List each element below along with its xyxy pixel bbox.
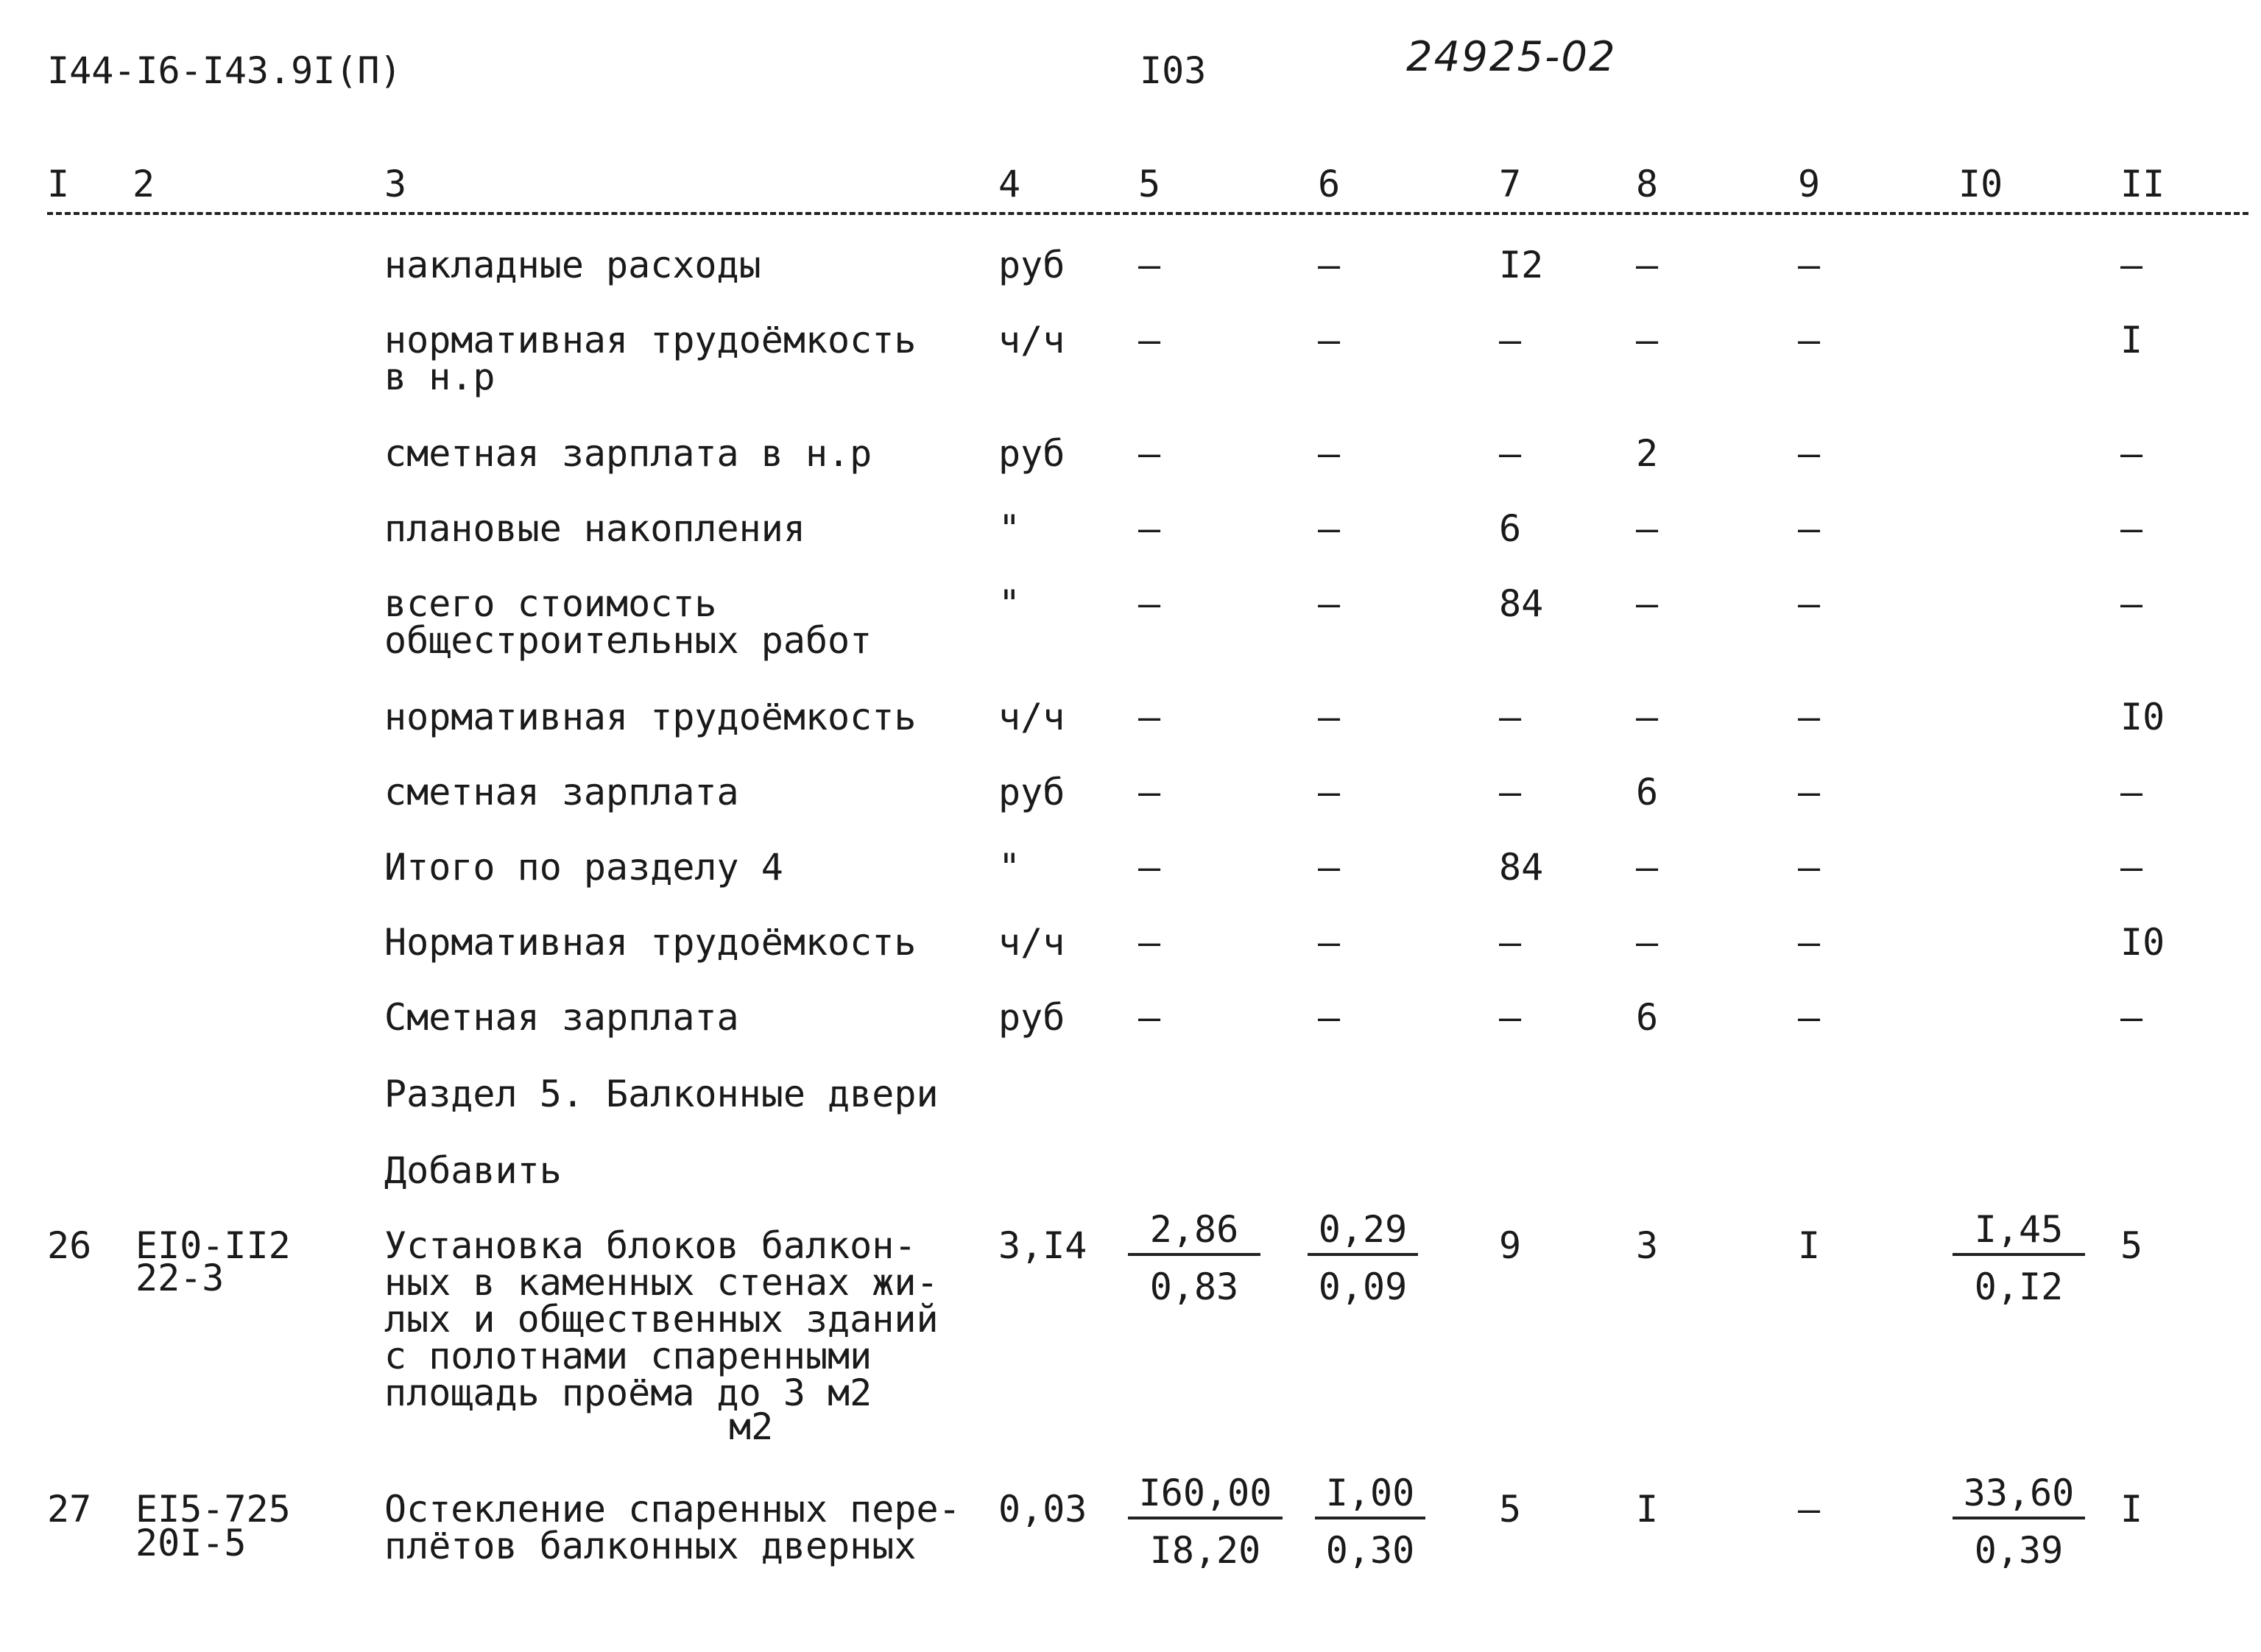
item-description: Установка блоков балкон- [384, 1224, 917, 1267]
row-col5: – [1138, 921, 1161, 964]
fraction-denominator: 0,30 [1325, 1529, 1415, 1572]
row-col5: – [1138, 696, 1161, 738]
row-col8: 6 [1636, 996, 1659, 1039]
item-col9: I [1798, 1224, 1821, 1267]
row-col11: – [2120, 507, 2143, 550]
fraction-numerator: I60,00 [1128, 1474, 1283, 1519]
row-unit: руб [998, 244, 1065, 286]
row-col6: – [1318, 771, 1341, 813]
row-col7: – [1499, 996, 1522, 1039]
page-number: I03 [1140, 49, 1207, 92]
row-col9: – [1798, 319, 1821, 361]
row-col6: – [1318, 582, 1341, 625]
row-col11: – [2120, 582, 2143, 625]
row-col11: I [2120, 319, 2143, 361]
item-col7: 5 [1499, 1488, 1522, 1531]
row-col9: – [1798, 696, 1821, 738]
row-col7: 6 [1499, 507, 1522, 550]
row-col9: – [1798, 432, 1821, 475]
row-description: сметная зарплата в н.р [384, 432, 872, 475]
row-col11: – [2120, 432, 2143, 475]
fraction-numerator: I,45 [1953, 1210, 2085, 1256]
row-col6: – [1318, 846, 1341, 889]
fraction-numerator: 2,86 [1128, 1210, 1260, 1256]
row-col5: – [1138, 846, 1161, 889]
item-description-line4: с полотнами спаренными [384, 1335, 872, 1377]
row-col6: – [1318, 996, 1341, 1039]
row-col5: – [1138, 244, 1161, 286]
row-col8: 6 [1636, 771, 1659, 813]
item-col10-fraction [1953, 1474, 2085, 1570]
row-col5: – [1138, 771, 1161, 813]
row-unit: " [998, 507, 1021, 550]
row-col11: – [2120, 996, 2143, 1039]
row-col8: – [1636, 244, 1659, 286]
row-col7: 84 [1499, 846, 1544, 889]
row-col11: I0 [2120, 696, 2165, 738]
item-number: 26 [47, 1224, 92, 1267]
row-unit: ч/ч [998, 319, 1065, 361]
item-description-line2: ных в каменных стенах жи- [384, 1261, 939, 1304]
row-col5: – [1138, 507, 1161, 550]
document-code: I44-I6-I43.9I(П) [47, 49, 402, 92]
row-unit: руб [998, 771, 1065, 813]
row-col9: – [1798, 921, 1821, 964]
row-col6: – [1318, 696, 1341, 738]
row-unit: " [998, 846, 1021, 889]
row-unit: ч/ч [998, 921, 1065, 964]
item-unit-label: м2 [729, 1405, 774, 1448]
row-description: Итого по разделу 4 [384, 846, 783, 889]
section-add-label: Добавить [384, 1149, 562, 1192]
col-header-6: 6 [1318, 163, 1341, 205]
item-number: 27 [47, 1488, 92, 1531]
row-col11: – [2120, 846, 2143, 889]
item-description-line5: площадь проёма до 3 м2 [384, 1372, 872, 1414]
fraction-denominator: 0,39 [1974, 1529, 2064, 1572]
row-col8: – [1636, 846, 1659, 889]
item-quantity: 0,03 [998, 1488, 1087, 1531]
row-col8: – [1636, 319, 1659, 361]
row-col9: – [1798, 996, 1821, 1039]
row-unit: " [998, 582, 1021, 625]
item-description-line3: лых и общественных зданий [384, 1298, 939, 1341]
header-divider [47, 212, 2248, 215]
fraction-denominator: 0,I2 [1974, 1266, 2064, 1308]
row-description: Нормативная трудоёмкость [384, 921, 917, 964]
row-description: всего стоимость [384, 582, 717, 625]
fraction-numerator: I,00 [1315, 1474, 1425, 1519]
row-col6: – [1318, 319, 1341, 361]
row-col6: – [1318, 507, 1341, 550]
row-col7: 84 [1499, 582, 1544, 625]
row-col7: I2 [1499, 244, 1544, 286]
handwritten-number: 24925-02 [1406, 33, 1617, 81]
row-col6: – [1318, 432, 1341, 475]
row-col11: – [2120, 771, 2143, 813]
fraction-denominator: I8,20 [1149, 1529, 1261, 1572]
section-title: Раздел 5. Балконные двери [384, 1073, 939, 1115]
row-col5: – [1138, 996, 1161, 1039]
row-col6: – [1318, 921, 1341, 964]
row-col6: – [1318, 244, 1341, 286]
item-col11: I [2120, 1488, 2143, 1531]
row-col7: – [1499, 432, 1522, 475]
row-col8: – [1636, 507, 1659, 550]
row-unit: руб [998, 996, 1065, 1039]
row-col9: – [1798, 582, 1821, 625]
row-description: нормативная трудоёмкость [384, 319, 917, 361]
row-description: накладные расходы [384, 244, 761, 286]
col-header-4: 4 [998, 163, 1021, 205]
row-col9: – [1798, 244, 1821, 286]
item-col9: – [1798, 1488, 1821, 1531]
row-col7: – [1499, 921, 1522, 964]
item-code: EI5-725 [135, 1488, 291, 1531]
item-col6-fraction [1315, 1474, 1425, 1570]
row-col8: – [1636, 582, 1659, 625]
row-col9: – [1798, 771, 1821, 813]
item-col8: 3 [1636, 1224, 1659, 1267]
col-header-2: 2 [133, 163, 155, 205]
row-col11: I0 [2120, 921, 2165, 964]
fraction-numerator: 0,29 [1308, 1210, 1418, 1256]
row-col9: – [1798, 507, 1821, 550]
item-col11: 5 [2120, 1224, 2143, 1267]
item-code-line2: 20I-5 [135, 1522, 247, 1564]
row-unit: ч/ч [998, 696, 1065, 738]
row-description-line2: в н.р [384, 356, 495, 398]
row-col8: – [1636, 921, 1659, 964]
col-header-1: I [47, 163, 70, 205]
col-header-5: 5 [1138, 163, 1161, 205]
row-unit: руб [998, 432, 1065, 475]
row-description: Сметная зарплата [384, 996, 739, 1039]
item-quantity: 3,I4 [998, 1224, 1087, 1267]
row-col7: – [1499, 696, 1522, 738]
item-col5-fraction [1128, 1210, 1260, 1306]
fraction-numerator: 33,60 [1953, 1474, 2085, 1519]
row-description: плановые накопления [384, 507, 805, 550]
fraction-denominator: 0,09 [1318, 1266, 1408, 1308]
item-code: EI0-II2 [135, 1224, 291, 1267]
col-header-7: 7 [1499, 163, 1522, 205]
row-col9: – [1798, 846, 1821, 889]
col-header-9: 9 [1798, 163, 1821, 205]
row-description: нормативная трудоёмкость [384, 696, 917, 738]
row-description: сметная зарплата [384, 771, 739, 813]
item-code-line2: 22-3 [135, 1257, 225, 1299]
row-col7: – [1499, 319, 1522, 361]
row-col5: – [1138, 432, 1161, 475]
row-col5: – [1138, 319, 1161, 361]
row-col8: – [1636, 696, 1659, 738]
item-col10-fraction [1953, 1210, 2085, 1306]
item-col8: I [1636, 1488, 1659, 1531]
col-header-3: 3 [384, 163, 407, 205]
item-col7: 9 [1499, 1224, 1522, 1267]
col-header-11: II [2120, 163, 2165, 205]
row-col8: 2 [1636, 432, 1659, 475]
col-header-8: 8 [1636, 163, 1659, 205]
col-header-10: I0 [1958, 163, 2003, 205]
item-col5-fraction [1128, 1474, 1283, 1570]
item-description: Остекление спаренных пере- [384, 1488, 961, 1531]
item-col6-fraction [1308, 1210, 1418, 1306]
row-col7: – [1499, 771, 1522, 813]
row-description-line2: общестроительных работ [384, 619, 872, 662]
item-description-line2: плётов балконных дверных [384, 1525, 917, 1567]
fraction-denominator: 0,83 [1149, 1266, 1239, 1308]
row-col5: – [1138, 582, 1161, 625]
row-col11: – [2120, 244, 2143, 286]
